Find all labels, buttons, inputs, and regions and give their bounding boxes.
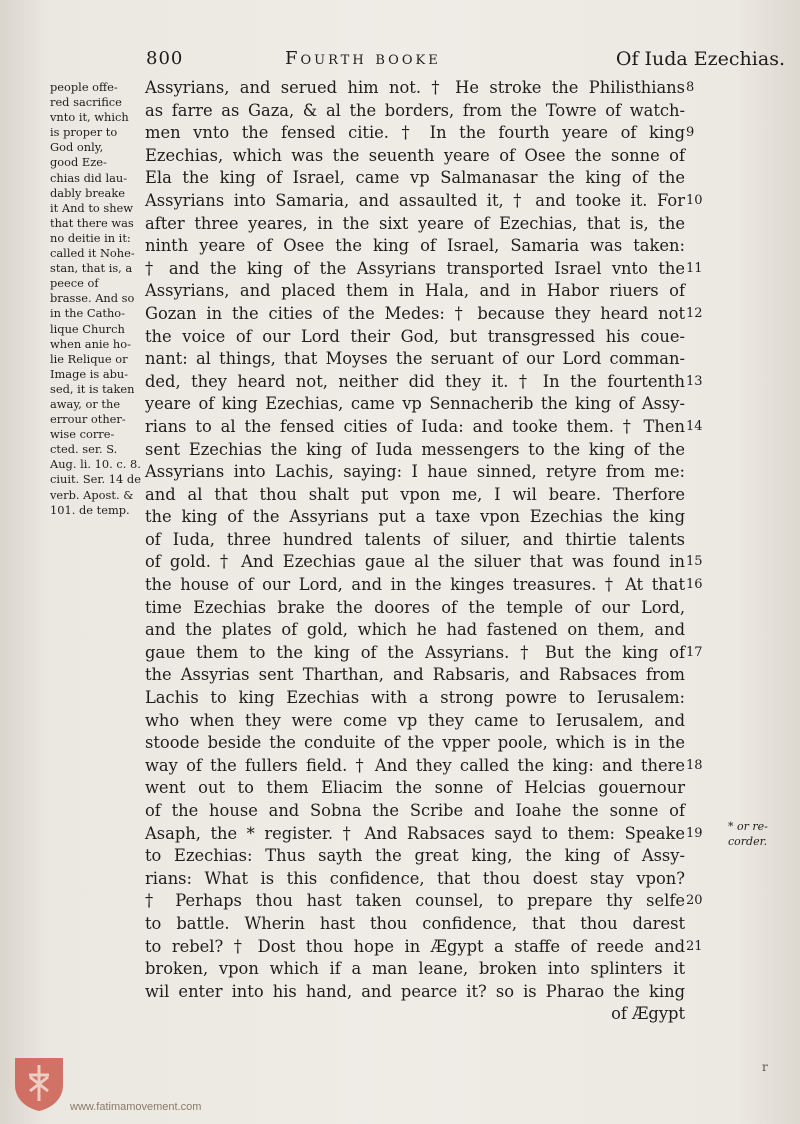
verse-number-column: [686, 77, 716, 1003]
margin-note-line: called it Nohe-: [50, 246, 135, 261]
verse-number: [686, 619, 716, 642]
verse-number: [686, 439, 716, 462]
verse-number: [686, 326, 716, 349]
text-line: of Ægypt: [611, 1004, 685, 1024]
verse-number: [686, 484, 716, 507]
text-line: way of the fullers field. † And they called the king: and there: [145, 755, 685, 775]
shield-logo-icon: [12, 1055, 66, 1113]
text-line: the Assyrias sent Tharthan, and Rabsaris, and Rabsaces from: [145, 665, 685, 685]
verse-number: [686, 845, 716, 868]
text-line: yeare of king Ezechias, came vp Sennacherib the king of Assy-: [145, 394, 685, 414]
text-line: as farre as Gaza, & al the borders, from the Towre of watch-: [145, 100, 685, 120]
verse-number: 18: [686, 757, 703, 773]
verse-number: [686, 348, 716, 371]
text-line: Gozan in the cities of the Medes: † because they heard not: [145, 303, 685, 323]
margin-note-line: stan, that is, a: [50, 261, 133, 276]
margin-note-line: wise corre-: [50, 427, 115, 442]
verse-number: 8: [686, 80, 695, 95]
verse-number: [686, 687, 716, 710]
verse-number: 16: [686, 577, 703, 593]
page-header: [140, 48, 785, 76]
margin-note-line: is proper to: [50, 125, 118, 140]
text-line: men vnto the fensed citie. † In the fourth yeare of king: [145, 123, 685, 143]
margin-note-line: sed, it is taken: [50, 381, 135, 396]
verse-number: [686, 145, 716, 168]
verse-number: [686, 732, 716, 755]
text-line: rians: What is this confidence, that thou doest stay vpon?: [145, 868, 685, 888]
margin-note-line: good Eze-: [50, 155, 107, 170]
page-number: 800: [146, 48, 184, 69]
margin-note-line: vnto it, which: [50, 110, 129, 125]
text-line: of the house and Sobna the Scribe and Ioahe the sonne of: [145, 801, 685, 820]
verse-number: [686, 529, 716, 552]
verse-number: 9: [686, 125, 695, 141]
margin-note-line: it And to shew: [50, 200, 134, 215]
text-line: gaue them to the king of the Assyrians. † But the king of: [145, 642, 685, 662]
verse-number: [686, 958, 716, 981]
margin-note-line: verb. Apost. &: [50, 487, 134, 502]
margin-note-line: in the Catho-: [50, 306, 126, 321]
text-line: † and the king of the Assyrians transported Israel vnto the: [145, 258, 685, 278]
margin-note-line: no deitie in it:: [50, 230, 131, 245]
verse-number: [686, 393, 716, 416]
verse-number: 15: [686, 554, 703, 570]
text-line: Assyrians into Samaria, and assaulted it, † and tooke it. For: [145, 190, 685, 210]
verse-number: 20: [686, 893, 703, 909]
margin-note-line: red sacrifice: [50, 95, 122, 110]
margin-note-line: away, or the: [50, 396, 121, 411]
margin-note-line: dably breake: [50, 185, 125, 200]
body-text: [145, 77, 685, 1026]
text-line: stoode beside the conduite of the vpper poole, which is in the: [145, 733, 685, 753]
margin-note-line: 101. de temp.: [50, 502, 130, 517]
text-line: the voice of our Lord their God, but transgressed his coue-: [145, 326, 685, 346]
verse-number: [686, 777, 716, 800]
margin-note-line: chias did lau-: [50, 170, 128, 185]
text-line: and the plates of gold, which he had fastened on them, and: [145, 620, 685, 640]
margin-note-line: Image is abu-: [50, 366, 129, 381]
verse-number: 19: [686, 825, 703, 841]
text-line: of gold. † And Ezechias gaue al the siluer that was found in: [145, 552, 685, 572]
verse-number: 13: [686, 373, 703, 389]
margin-note-line: Aug. li. 10. c. 8.: [50, 457, 141, 472]
verse-number: 12: [686, 305, 703, 321]
text-line: and al that thou shalt put vpon me, I wil beare. Therfore: [145, 484, 685, 504]
verse-number: [686, 280, 716, 303]
text-line: Ela the king of Israel, came vp Salmanasar the king of the: [145, 168, 685, 188]
text-line: Asaph, the * register. † And Rabsaces sayd to them: Speake: [145, 823, 685, 843]
text-line: to rebel? † Dost thou hope in Ægypt a staffe of reede and: [145, 936, 685, 956]
text-line: the king of the Assyrians put a taxe vpon Ezechias the king: [145, 507, 685, 527]
verse-number: 17: [686, 644, 703, 660]
right-margin-note: * or re-corder.: [728, 820, 768, 848]
verse-number: 10: [686, 192, 703, 208]
text-line: to Ezechias: Thus sayth the great king, the king of Assy-: [145, 846, 685, 866]
margin-note-line: lique Church: [50, 321, 125, 336]
text-line: ninth yeare of Osee the king of Israel, Samaria was taken:: [145, 236, 685, 256]
margin-note-line: when anie ho-: [50, 336, 131, 351]
margin-note-line: ciuit. Ser. 14 de: [50, 472, 141, 487]
text-line: of Iuda, three hundred talents of siluer, and thirtie talents: [145, 529, 685, 549]
text-line: who when they were come vp they came to Ierusalem, and: [145, 710, 685, 730]
text-line: Ezechias, which was the seuenth yeare of Osee the sonne of: [145, 145, 685, 165]
margin-note-line: God only,: [50, 140, 104, 155]
margin-note-line: brasse. And so: [50, 291, 135, 306]
text-line: wil enter into his hand, and pearce it? so is Pharao the king: [145, 981, 685, 1001]
verse-number: [686, 167, 716, 190]
footer-url[interactable]: www.fatimamovement.com: [70, 1101, 202, 1113]
verse-number: [686, 913, 716, 936]
verse-number: 11: [686, 260, 703, 276]
text-line: Assyrians into Lachis, saying: I haue sinned, retyre from me:: [145, 462, 685, 482]
verse-number: 21: [686, 938, 703, 954]
verse-number: [686, 664, 716, 687]
text-line: went out to them Eliacim the sonne of Helcias gouernour: [145, 778, 685, 798]
header-right-title: Of Iuda Ezechias.: [615, 48, 785, 70]
verse-number: [686, 235, 716, 258]
text-line: nant: al things, that Moyses the seruant of our Lord comman-: [145, 349, 685, 369]
text-line: time Ezechias brake the doores of the temple of our Lord,: [145, 597, 685, 617]
running-title: Fourth booke: [285, 48, 441, 69]
text-line: after three yeares, in the sixt yeare of Ezechias, that is, the: [145, 213, 685, 233]
text-line: † Perhaps thou hast taken counsel, to prepare thy selfe: [145, 891, 685, 911]
margin-note-line: cted. ser. S.: [50, 442, 118, 457]
text-line: Assyrians, and placed them in Hala, and in Habor riuers of: [145, 281, 685, 301]
margin-note-line: lie Relique or: [50, 351, 128, 366]
verse-number: [686, 981, 716, 1004]
verse-number: [686, 597, 716, 620]
text-line: sent Ezechias the king of Iuda messengers to the king of the: [145, 439, 685, 459]
verse-number: [686, 100, 716, 123]
text-line: the house of our Lord, and in the kinges treasures. † At that: [145, 575, 685, 595]
text-line: Lachis to king Ezechias with a strong powre to Ierusalem:: [145, 688, 685, 708]
verse-number: [686, 506, 716, 529]
verse-number: 14: [686, 418, 703, 434]
margin-note-line: people offe-: [50, 80, 118, 94]
margin-note-line: that there was: [50, 215, 134, 230]
verse-number: [686, 461, 716, 484]
verse-number: [686, 710, 716, 733]
text-line: to battle. Wherin hast thou confidence, that thou darest: [145, 913, 685, 933]
verse-number: [686, 213, 716, 236]
text-line: broken, vpon which if a man leane, broken into splinters it: [145, 959, 685, 979]
verse-number: [686, 800, 716, 823]
text-line: rians to al the fensed cities of Iuda: and tooke them. † Then: [145, 416, 685, 436]
left-margin-note: [50, 80, 142, 518]
verse-number: [686, 868, 716, 891]
margin-note-line: errour other-: [50, 412, 126, 427]
text-line: ded, they heard not, neither did they it. † In the fourtenth: [145, 371, 685, 391]
corner-mark: r: [762, 1060, 768, 1074]
margin-note-line: peece of: [50, 276, 99, 291]
text-line: Assyrians, and serued him not. † He stroke the Philisthians: [145, 78, 685, 97]
